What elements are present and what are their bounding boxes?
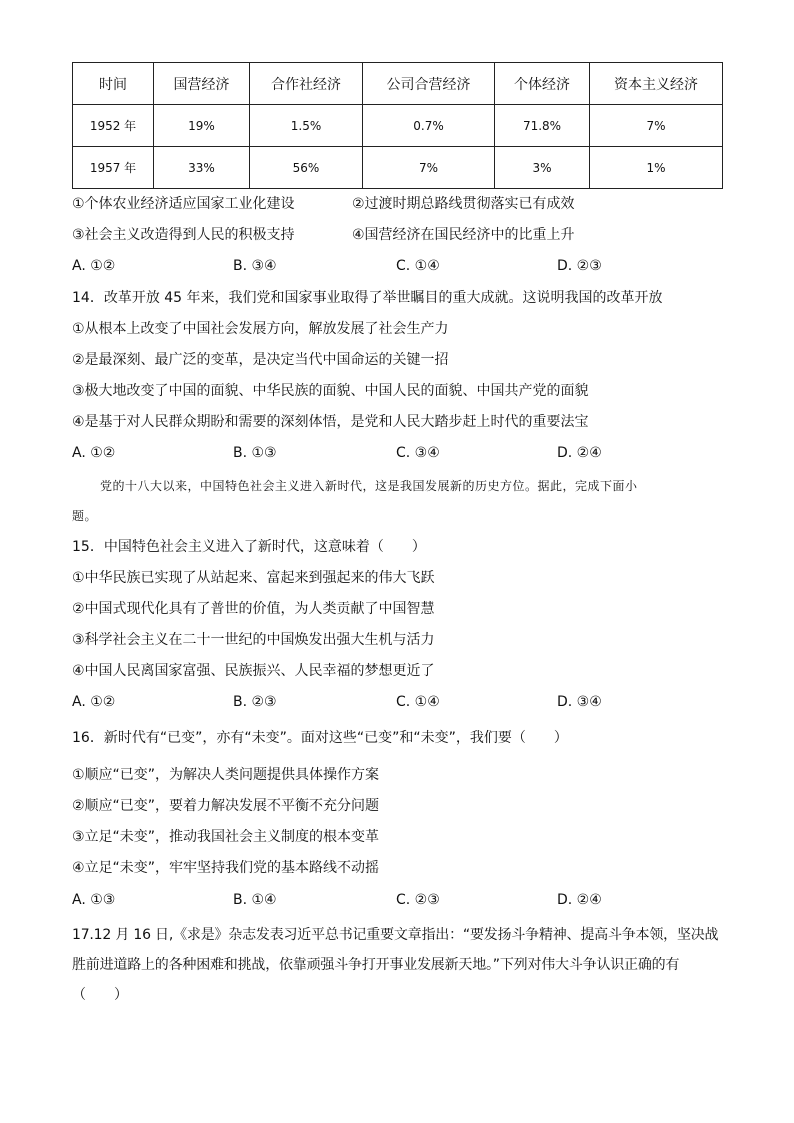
q17-stem-line1: 17.12 月 16 日,《求是》杂志发表习近平总书记重要文章指出：“要发扬斗争精神、提高斗争本领，坚决战 xyxy=(72,927,719,943)
table-header-cell: 公司合营经济 xyxy=(363,63,495,105)
q15-option-c[interactable]: C. ①④ xyxy=(396,694,440,710)
q16-option-b[interactable]: B. ①④ xyxy=(233,892,277,908)
q14-option-d[interactable]: D. ②④ xyxy=(557,445,602,461)
table-cell: 1.5% xyxy=(250,105,363,147)
q13-option-a[interactable]: A. ①② xyxy=(72,258,116,274)
table-header-cell: 国营经济 xyxy=(154,63,250,105)
table-header-cell: 资本主义经济 xyxy=(590,63,723,105)
q13-statement-1: ①个体农业经济适应国家工业化建设 xyxy=(72,196,295,212)
q15-stem: 15．中国特色社会主义进入了新时代，这意味着（ ） xyxy=(72,539,426,555)
table-row xyxy=(73,147,723,189)
table-cell: 7% xyxy=(590,105,723,147)
q16-option-a[interactable]: A. ①③ xyxy=(72,892,116,908)
table-cell: 7% xyxy=(363,147,495,189)
table-cell: 33% xyxy=(154,147,250,189)
q13-option-b[interactable]: B. ③④ xyxy=(233,258,277,274)
q16-statement-2: ②顺应“已变”，要着力解决发展不平衡不充分问题 xyxy=(72,798,380,814)
table-row xyxy=(73,105,723,147)
q14-statement-1: ①从根本上改变了中国社会发展方向，解放发展了社会生产力 xyxy=(72,321,449,337)
q16-option-c[interactable]: C. ②③ xyxy=(396,892,440,908)
q14-stem: 14．改革开放 45 年来，我们党和国家事业取得了举世瞩目的重大成就。这说明我国的改革开放 xyxy=(72,290,663,306)
q15-option-d[interactable]: D. ③④ xyxy=(557,694,602,710)
q13-option-c[interactable]: C. ①④ xyxy=(396,258,440,274)
q13-statement-3: ③社会主义改造得到人民的积极支持 xyxy=(72,227,295,243)
q17-answer-blank: （ ） xyxy=(72,987,128,1003)
table-header-cell: 时间 xyxy=(73,63,154,105)
table-cell: 56% xyxy=(250,147,363,189)
table-header-cell: 合作社经济 xyxy=(250,63,363,105)
table-cell: 1952 年 xyxy=(73,105,154,147)
table-cell: 71.8% xyxy=(495,105,590,147)
passage-intro-line1: 党的十八大以来，中国特色社会主义进入新时代，这是我国发展新的历史方位。据此，完成下面小 xyxy=(100,479,638,493)
q14-statement-3: ③极大地改变了中国的面貌、中华民族的面貌、中国人民的面貌、中国共产党的面貌 xyxy=(72,383,589,399)
q13-statement-2: ②过渡时期总路线贯彻落实已有成效 xyxy=(352,196,575,212)
passage-intro-line2: 题。 xyxy=(72,509,98,523)
q13-statement-4: ④国营经济在国民经济中的比重上升 xyxy=(352,227,575,243)
table-header-cell: 个体经济 xyxy=(495,63,590,105)
q16-statement-3: ③立足“未变”，推动我国社会主义制度的根本变革 xyxy=(72,829,380,845)
q16-statement-4: ④立足“未变”，牢牢坚持我们党的基本路线不动摇 xyxy=(72,860,380,876)
table-header-row xyxy=(73,63,723,105)
table-cell: 1% xyxy=(590,147,723,189)
q14-option-a[interactable]: A. ①② xyxy=(72,445,116,461)
q15-statement-2: ②中国式现代化具有了普世的价值，为人类贡献了中国智慧 xyxy=(72,601,435,617)
q16-option-d[interactable]: D. ②④ xyxy=(557,892,602,908)
q17-stem-line2: 胜前进道路上的各种困难和挑战，依靠顽强斗争打开事业发展新天地。”下列对伟大斗争认识正确的有 xyxy=(72,957,680,973)
q14-option-c[interactable]: C. ③④ xyxy=(396,445,440,461)
table-cell: 3% xyxy=(495,147,590,189)
q13-option-d[interactable]: D. ②③ xyxy=(557,258,602,274)
table-cell: 0.7% xyxy=(363,105,495,147)
q15-statement-4: ④中国人民离国家富强、民族振兴、人民幸福的梦想更近了 xyxy=(72,663,435,679)
q14-option-b[interactable]: B. ①③ xyxy=(233,445,277,461)
q14-statement-2: ②是最深刻、最广泛的变革，是决定当代中国命运的关键一招 xyxy=(72,352,449,368)
q15-statement-3: ③科学社会主义在二十一世纪的中国焕发出强大生机与活力 xyxy=(72,632,435,648)
q16-statement-1: ①顺应“已变”，为解决人类问题提供具体操作方案 xyxy=(72,767,380,783)
q15-option-b[interactable]: B. ②③ xyxy=(233,694,277,710)
q15-option-a[interactable]: A. ①② xyxy=(72,694,116,710)
table-cell: 1957 年 xyxy=(73,147,154,189)
q15-statement-1: ①中华民族已实现了从站起来、富起来到强起来的伟大飞跃 xyxy=(72,570,435,586)
q16-stem: 16．新时代有“已变”，亦有“未变”。面对这些“已变”和“未变”，我们要（ ） xyxy=(72,730,568,746)
table-cell: 19% xyxy=(154,105,250,147)
q14-statement-4: ④是基于对人民群众期盼和需要的深刻体悟，是党和人民大踏步赶上时代的重要法宝 xyxy=(72,414,589,430)
economy-composition-table xyxy=(72,62,723,189)
